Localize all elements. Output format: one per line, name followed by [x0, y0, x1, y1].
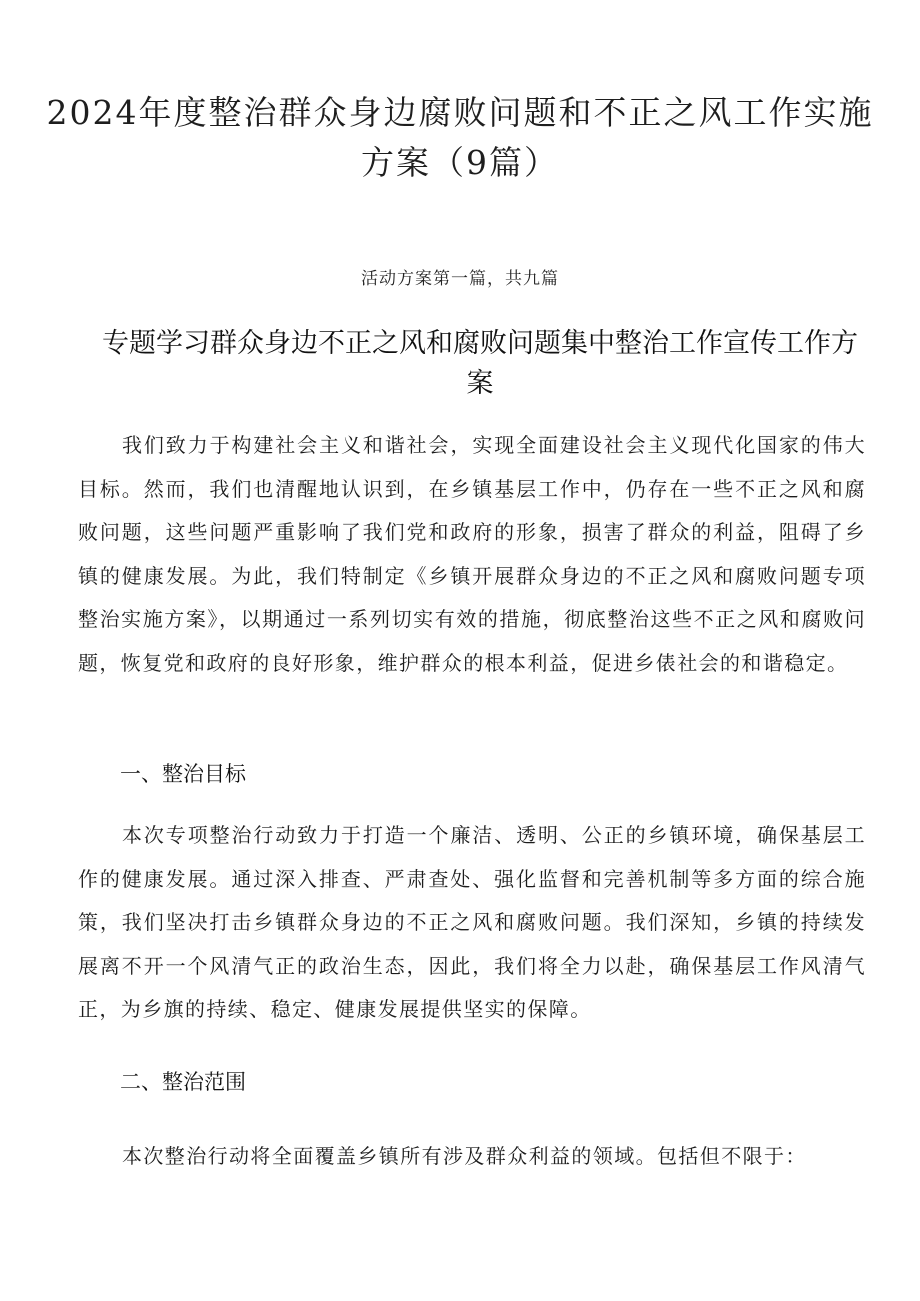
- article-title: 专题学习群众身边不正之风和腐败问题集中整治工作宣传工作方案: [102, 328, 858, 399]
- article-index-label: 活动方案第一篇，共九篇: [361, 269, 559, 289]
- section-heading-goals: 一、整治目标: [120, 762, 246, 786]
- document-title: 2024年度整治群众身边腐败问题和不正之风工作实施方案（9篇）: [46, 93, 874, 182]
- intro-paragraph: 我们致力于构建社会主义和谐社会，实现全面建设社会主义现代化国家的伟大目标。然而，我们也清醒地认识到，在乡镇基层工作中，仍存在一些不正之风和腐败问题，这些问题严重影响了我们党和政府的形象，损害了群众的利益，阻碍了乡镇的健康发展。为此，我们特制定《乡镇开展群众身边的不正之风和腐败问题专项整治实施方案》，以期通过一系列切实有效的措施，彻底整治这些不正之风和腐败问题，恢复党和政府的良好形象，维护群众的根本利益，促进乡俵社会的和谐稳定。: [78, 433, 866, 675]
- section-paragraph-scope: 本次整治行动将全面覆盖乡镇所有涉及群众利益的领域。包括但不限于：: [122, 1144, 807, 1168]
- section-heading-scope: 二、整治范围: [120, 1070, 246, 1094]
- section-paragraph-goals: 本次专项整治行动致力于打造一个廉洁、透明、公正的乡镇环境，确保基层工作的健康发展。通过深入排查、严肃查处、强化监督和完善机制等多方面的综合施策，我们坚决打击乡镇群众身边的不正之风和腐败问题。我们深知，乡镇的持续发展离不开一个风清气正的政治生态，因此，我们将全力以赴，确保基层工作风清气正，为乡旗的持续、稳定、健康发展提供坚实的保障。: [78, 823, 866, 1021]
